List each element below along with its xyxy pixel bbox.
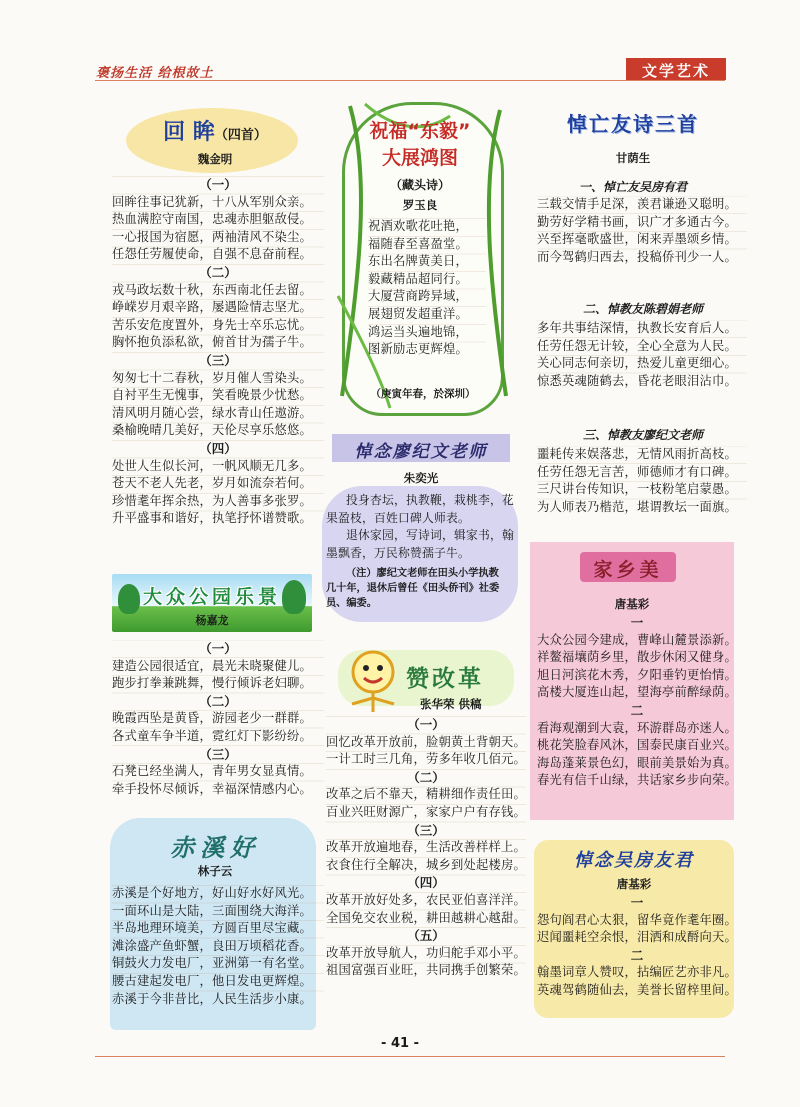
poem-line: 看海观潮到大袁，环游群岛亦迷人。	[537, 720, 737, 735]
footer-rule	[95, 1056, 725, 1057]
header-slogan: 褒扬生活 给根故土	[96, 66, 214, 81]
poem-line: 果盈枝，百姓口碑人师表。	[326, 510, 470, 525]
poem-line: 一计工时三几角，劳多年收几佰元。	[326, 752, 526, 767]
gaige-sec-3: （三）	[407, 822, 445, 838]
jiaxiang-title: 家乡美	[593, 559, 663, 581]
poem-line: 东出名牌黄美日，	[368, 254, 468, 269]
cartoon-face-icon	[340, 644, 406, 716]
poem-line: 三尺讲台传知识，一枝粉笔启蒙愚。	[537, 482, 737, 497]
poem-line: 晚霞西坠是黄昏，游园老少一群群。	[112, 711, 312, 726]
poem-line: 桑榆晚晴几美好，天伦尽享乐悠悠。	[112, 423, 312, 438]
poem-line: 任劳任怨无言苦，师德师才有口碑。	[537, 464, 737, 479]
jiaxiang-sec-1: 一	[630, 615, 644, 630]
poem-line: 戎马政坛数十秋，东西南北任去留。	[112, 282, 312, 297]
huimou-sec-1: （一）	[199, 177, 237, 192]
poem-line: 祖国富强百业旺，共同携手创繁荣。	[326, 963, 526, 978]
poem-line: 回忆改革开放前，脸朝黄土背朝天。	[326, 734, 526, 749]
gaige-sec-1: （一）	[407, 717, 445, 732]
poem-line: 一心报国为宿愿，两袖清风不染尘。	[112, 229, 312, 244]
poem-line: 任怨任劳履使命，自强不息奋前程。	[112, 247, 312, 262]
jiaxiang-author: 唐基彩	[614, 597, 650, 611]
dongyi-title-1: 祝福“东毅”	[369, 120, 471, 142]
chixi-author: 林子云	[197, 864, 233, 878]
park-sec-3: （三）	[199, 746, 237, 762]
poem-line: 半岛地理环境美，方圆百里尽宝藏。	[112, 921, 312, 936]
liao-note	[326, 566, 522, 611]
poem-line: 投身杏坛，执教鞭，栽桃李，花	[346, 493, 514, 507]
poem-line: 苦乐安危度置外，身先士卒乐忘忧。	[112, 317, 312, 332]
poem-line: 海岛蓬莱景色幻，眼前美景始为真。	[537, 755, 737, 770]
gaige-sec-4: （四）	[407, 875, 445, 891]
poem-line: 热血满腔守南国，忠魂赤胆躯敌侵。	[112, 212, 312, 227]
daowang-body-2	[537, 320, 747, 390]
chixi-title: 赤溪好	[170, 834, 260, 862]
poem-line: 大厦营商跨异域，	[368, 289, 468, 304]
gaige-body	[326, 716, 526, 980]
poem-line: 旭日河滨花木秀，夕阳垂钓更怡情。	[537, 667, 737, 682]
daowang-body-3	[537, 446, 747, 516]
wufang-sec-2: 二	[630, 947, 644, 963]
poem-line: 衣食住行全解决，城乡到处起楼房。	[326, 857, 526, 872]
liao-body	[326, 492, 522, 562]
daowang-title: 悼亡友诗三首	[567, 112, 699, 136]
poem-line: 滩涂盛产鱼虾蟹，良田万顷稻花香。	[112, 938, 312, 953]
poem-line: 胸怀抱负添私欲，俯首甘为孺子牛。	[112, 335, 312, 350]
poem-line: 任劳任怨无计较，全心全意为人民。	[537, 338, 737, 353]
daowang-h1: 一、悼亡友吴房有君	[578, 180, 687, 194]
park-sec-1: （一）	[199, 641, 237, 656]
poem-line: 多年共事结深情，执教长安育后人。	[537, 321, 737, 335]
poem-line: 自衬平生无愧事，笑看晚景少忧愁。	[112, 388, 312, 403]
poem-line: 展翅贸发超重洋。	[368, 306, 468, 321]
liao-note-line: 员、编委。	[326, 598, 377, 609]
huimou-subtitle: （四首）	[214, 128, 267, 143]
poem-line: 改革开放导航人，功归舵手邓小平。	[326, 945, 526, 960]
wufang-title: 悼念吴房友君	[574, 850, 694, 871]
park-body	[112, 640, 324, 798]
poem-line: 桃花笑脸春风沐，国泰民康百业兴。	[537, 738, 737, 753]
wufang-author: 唐基彩	[616, 877, 652, 891]
poem-line: 铜鼓火力发电厂，亚洲第一有名堂。	[112, 956, 312, 971]
poem-line: 毅藏精品超同行。	[368, 271, 468, 286]
huimou-body	[112, 176, 324, 528]
poem-line: 三载交情手足深，羡君谦逊又聪明。	[537, 197, 737, 211]
page-number: - 41 -	[381, 1036, 419, 1051]
poem-line: 英魂驾鹤随仙去，美誉长留梓里间。	[537, 982, 737, 997]
gaige-author: 张华荣 供稿	[420, 697, 482, 711]
poem-line: 回眸往事记犹新，十八从军别众亲。	[112, 194, 312, 209]
poem-line: 百业兴旺财源广，家家户户有存钱。	[326, 804, 526, 819]
jiaxiang-sec-2: 二	[630, 702, 644, 718]
poem-line: 建造公园很适宜，晨光未晓聚健儿。	[112, 658, 312, 673]
daowang-h3: 三、悼教友廖纪文老师	[582, 428, 703, 442]
park-sec-2: （二）	[199, 693, 237, 709]
poem-line: 祝酒欢歌花吐艳，	[368, 219, 468, 233]
poem-line: 迟闻噩耗空余恨，泪洒和成酹向天。	[537, 930, 737, 945]
poem-line: 赤溪是个好地方，好山好水好风光。	[112, 886, 312, 900]
daowang-h2: 二、悼教友陈碧娟老师	[582, 302, 703, 316]
poem-line: 匆匆七十二春秋，岁月催人雪染头。	[112, 370, 312, 385]
dongyi-title-2: 大展鸿图	[381, 147, 458, 169]
chixi-body	[112, 885, 324, 1008]
poem-line: 大众公园今建成，曹峰山麓景添新。	[537, 632, 737, 647]
poem-line: 清风明月随心尝，绿水青山任遨游。	[112, 405, 312, 420]
poem-line: 处世人生似长河，一帆风顺无几多。	[112, 458, 312, 473]
liao-note-line: 几十年，退休后曾任《田头侨刊》社委	[326, 583, 500, 594]
poem-line: 改革之后不靠天，精耕细作责任田。	[326, 787, 526, 802]
gaige-sec-2: （二）	[407, 769, 445, 785]
poem-line: 牵手投怀尽倾诉，幸福深情感内心。	[112, 781, 312, 796]
poem-line: 峥嵘岁月艰辛路，屡遇险情志坚尤。	[112, 300, 312, 315]
poem-line: 改革开放遍地春，生活改善样样上。	[326, 840, 526, 855]
liao-title: 悼念廖纪文老师	[354, 442, 488, 462]
poem-line: 祥鳌福壤荫乡里，散步休闲又健身。	[537, 650, 737, 665]
poem-line: 跑步打拳兼跳舞，慢行倾诉老妇聊。	[112, 676, 312, 691]
poem-line: 图新励志更辉煌。	[368, 342, 468, 357]
poem-line: 福随春至喜盈堂。	[368, 236, 468, 251]
jiaxiang-body	[537, 614, 737, 790]
poem-line: 勤劳好学精书画，识广才多通古今。	[537, 214, 737, 229]
poem-line: 升平盛事和谐好，执笔抒怀谱赞歌。	[112, 511, 312, 526]
poem-line: 高楼大厦连山起，望海亭前醉绿荫。	[537, 685, 737, 700]
huimou-author: 魏金明	[197, 152, 233, 166]
poem-line: 春光有信千山绿，共话家乡步向荣。	[537, 773, 737, 788]
gaige-sec-5: （五）	[407, 928, 445, 944]
daowang-body-1	[537, 196, 747, 266]
huimou-title-text: 回 眸	[163, 120, 215, 145]
poem-line: 苍天不老人先老，岁月如流奈若何。	[112, 476, 312, 491]
wufang-body	[537, 894, 737, 1000]
dongyi-note: （庚寅年春，於深圳）	[370, 388, 476, 400]
poem-line: 墨飘香，万民称赞孺子牛。	[326, 545, 470, 560]
poem-line: 一面环山是大陆，三面围绕大海洋。	[112, 903, 312, 918]
poem-line: 赤溪于今非昔比，人民生活步小康。	[112, 991, 312, 1006]
poem-line: 各式童车争半道，霓红灯下影纷纷。	[112, 728, 312, 743]
poem-line: 怨句阎君心太狠，留华竟作耄年圈。	[537, 912, 737, 927]
header-rule	[95, 80, 725, 81]
liao-author: 朱奕光	[403, 471, 439, 485]
poem-line: 石凳已经坐满人，青年男女显真情。	[112, 764, 312, 779]
huimou-sec-3: （三）	[199, 352, 237, 368]
dongyi-author: 罗玉良	[402, 198, 438, 212]
daowang-author: 甘荫生	[615, 151, 651, 165]
gaige-title: 赞改革	[406, 666, 484, 692]
poem-line: 关心同志何亲切，热爱儿童更细心。	[537, 356, 737, 371]
huimou-sec-2: （二）	[199, 264, 237, 280]
poem-line: 退休家园，写诗词，辑家书，翰	[346, 528, 514, 543]
dongyi-subtitle: （藏头诗）	[389, 178, 450, 192]
wufang-sec-1: 一	[630, 895, 644, 910]
poem-line: 翰墨词章人赞叹，拈编匠艺亦非凡。	[537, 965, 737, 980]
poem-line: 腰古建起发电厂，他日发电更辉煌。	[112, 973, 312, 988]
huimou-sec-4: （四）	[199, 440, 237, 456]
park-title: 大众公园乐景	[142, 586, 281, 608]
poem-line: 全国免交农业税，耕田越耕心越甜。	[326, 910, 526, 925]
poem-line: 鸿运当头遍地锦，	[368, 324, 468, 339]
huimou-title	[140, 115, 290, 146]
poem-line: 珍惜耄年挥余热，为人善事多张罗。	[112, 493, 312, 508]
dongyi-body	[368, 218, 486, 359]
park-author: 杨嘉龙	[195, 614, 229, 627]
section-label: 文学艺术	[641, 62, 710, 80]
poem-line: 改革开放好处多，农民亚伯喜洋洋。	[326, 892, 526, 907]
liao-note-line: （注）廖纪文老师在田头小学执教	[346, 568, 499, 579]
poem-line: 惊悉英魂随鹤去，昏花老眼泪沾巾。	[537, 373, 737, 388]
poem-line: 而今驾鹤归西去，投稿侨刊少一人。	[537, 249, 737, 264]
poem-line: 噩耗传来娱落悲，无情风雨折高枝。	[537, 447, 737, 461]
poem-line: 为人师表乃楷范，堪谓教坛一面旗。	[537, 499, 737, 514]
poem-line: 兴至挥毫歌盛世，闲来弄墨颂乡情。	[537, 232, 737, 247]
